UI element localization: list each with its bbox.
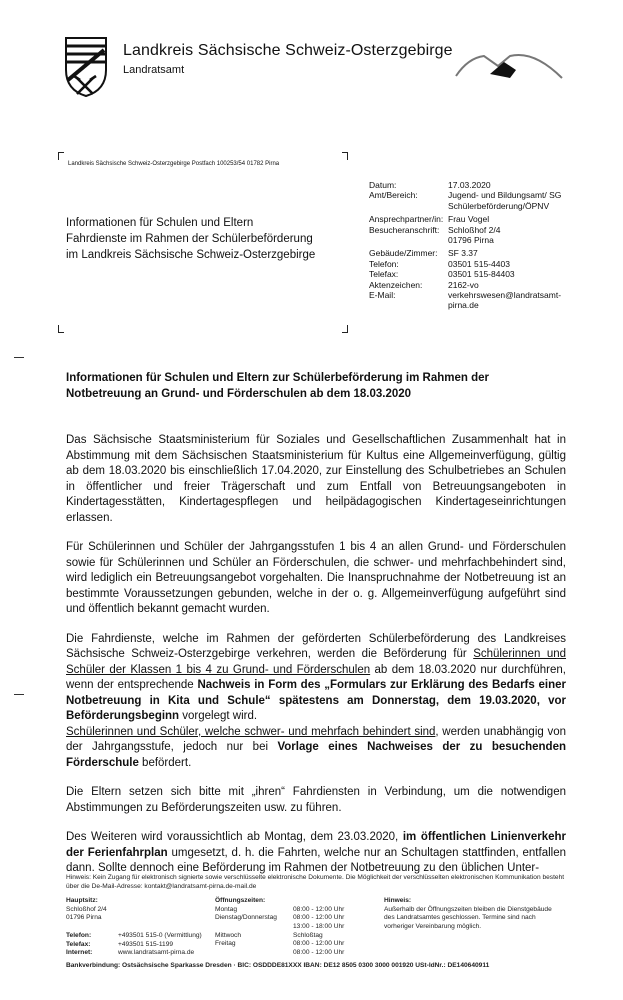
recipient-address xyxy=(66,215,315,263)
return-address: Landkreis Sächsische Schweiz-Osterzgebirge Postfach 100253/54 01782 Pirna xyxy=(68,161,280,167)
body-paragraph: Das Sächsische Staatsministerium für Soziales und Gesellschaftlichen Zusammenhalt hat in Abstimmung mit dem Sächsischen Staatsministerium für Kultus eine Allgemeinverfügung, gültig ab dem 18.03.2020 bis einschließlich 17.04.2020, zur Einstellung des Schulbetriebes an Schulen in öffentlicher und freier Trägerschaft und zum Entfall von Betreuungsangeboten in Kindertagesstätten, Kindertagespflegen und heilpädagogischen Kindertageseinrichtungen erlassen. xyxy=(66,434,566,524)
footer-text: 13:00 - 18:00 Uhr xyxy=(293,922,345,930)
footer-column xyxy=(66,897,118,958)
letter-body xyxy=(66,433,566,891)
body-paragraph xyxy=(66,632,566,772)
footer-column xyxy=(215,897,293,958)
footer-text: 08:00 - 12:00 Uhr xyxy=(293,940,345,948)
footer-label: Hinweis: xyxy=(384,897,412,905)
footer-label: Telefon: xyxy=(66,931,92,939)
footer-column xyxy=(293,897,384,958)
bold-text: im öffentlichen Linienverkehr der Ferienfahrplan xyxy=(66,831,566,859)
footer-label: Hauptsitz: xyxy=(66,897,98,905)
text-run: , werden unabhängig von der Jahrgangsstufe, jedoch nur bei xyxy=(66,725,566,753)
footer-text: Freitag xyxy=(215,940,236,948)
footer-text: Schloßhof 2/4 xyxy=(66,905,107,913)
text-run: Die Fahrdienste, welche im Rahmen der geförderten Schülerbeförderung des Landkreises Sächsische Schweiz-Osterzgebirge verkehren, werden die Beförderung für xyxy=(66,632,566,660)
info-label: Datum: xyxy=(369,180,397,190)
recipient-line: im Landkreis Sächsische Schweiz-Osterzgebirge xyxy=(66,249,316,261)
footer-column xyxy=(118,897,215,958)
address-window-corner xyxy=(58,152,64,160)
organization-subtitle: Landratsamt xyxy=(123,64,185,76)
recipient-line: Informationen für Schulen und Eltern xyxy=(66,217,254,229)
info-row-telefon xyxy=(369,259,578,269)
info-row-besucher-city xyxy=(369,235,578,245)
info-row-email xyxy=(369,290,578,311)
info-label: E-Mail: xyxy=(369,290,396,301)
info-value: 01796 Pirna xyxy=(448,235,494,246)
footer-text: Außerhalb der Öffnungszeiten bleiben die Dienstgebäude des Landratsamtes geschlossen. Termine sind nach vorheriger Vereinbarung möglich. xyxy=(384,905,552,930)
footer-text: +493501 515-1199 xyxy=(118,940,174,948)
text-run: vorgelegt wird. xyxy=(179,710,258,722)
mountain-logo xyxy=(454,50,564,80)
underlined-text: Schülerinnen und Schüler, welche schwer- und mehrfach behindert sind xyxy=(66,725,436,738)
info-row-gebaeude xyxy=(369,248,578,258)
address-window-corner xyxy=(342,152,348,160)
info-value: Jugend- und Bildungsamt/ SG Schülerbeförderung/ÖPNV xyxy=(448,190,562,211)
text-run: ab dem 18.03.2020 nur durchführen, wenn der entsprechende xyxy=(66,663,566,691)
footer-text: 08:00 - 12:00 Uhr xyxy=(293,914,345,922)
recipient-line: Fahrdienste im Rahmen der Schülerbeförderung xyxy=(66,233,313,245)
underlined-text: Schülerinnen und Schüler der Klassen 1 bis 4 zu Grund- und Förderschulen xyxy=(66,648,567,676)
footer-label: Öffnungszeiten: xyxy=(215,897,266,905)
footer-text: 08:00 - 12:00 Uhr xyxy=(293,905,345,913)
info-value: SF 3.37 xyxy=(448,248,478,259)
info-label: Aktenzeichen: xyxy=(369,279,423,290)
text-run: befördert. xyxy=(138,756,192,769)
footer-text: Montag xyxy=(215,905,237,913)
info-row-partner xyxy=(369,214,578,224)
body-paragraph xyxy=(66,830,566,877)
info-label: Ansprechpartner/in: xyxy=(369,214,444,225)
footer-note: Hinweis: Kein Zugang für elektronisch signierte sowie verschlüsselte elektronische Dokumente. Die Möglichkeit der verschlüsselten elektronischen Kommunikation besteht über die De-Mail-Adresse: kontakt@landratsamt-pirna.de-mail.de xyxy=(66,874,565,890)
info-row-telefax xyxy=(369,269,578,279)
footer-column xyxy=(384,897,564,958)
info-value: 17.03.2020 xyxy=(448,180,491,190)
info-label: Gebäude/Zimmer: xyxy=(369,248,438,259)
footer-text: 08:00 - 12:00 Uhr xyxy=(293,948,345,956)
footer-label: Internet: xyxy=(66,949,93,957)
footer-text: Dienstag/Donnerstag xyxy=(215,914,277,922)
letter-subject: Informationen für Schulen und Eltern zur Schülerbeförderung im Rahmen der Notbetreuung an Grund- und Förderschulen ab dem 18.03.2020 xyxy=(66,372,489,400)
organization-name: Landkreis Sächsische Schweiz-Osterzgebirge xyxy=(123,42,453,59)
footer-grid xyxy=(66,897,566,958)
body-paragraph: Für Schülerinnen und Schüler der Jahrgangsstufen 1 bis 4 an allen Grund- und Förderschulen sowie für Schülerinnen und Schüler an Förderschulen, die schwer- und mehrfachbehindert sind, wird lediglich ein Betreuungsangebot vorgehalten. Die Inanspruchnahme der Notbetreuung ist an bestimmte Voraussetzungen gebunden, welche in der o. g. Allgemeinverfügung aufgeführt sind und öffentlich bekannt gemacht wurden. xyxy=(66,541,566,615)
info-label: Besucheranschrift: xyxy=(369,224,440,235)
info-value: 03501 515-84403 xyxy=(448,269,515,280)
footer-text: Mittwoch xyxy=(215,931,242,939)
footer-text: +493501 515-0 (Vermittlung) xyxy=(118,931,202,939)
info-value: 03501 515-4403 xyxy=(448,258,510,269)
info-label: Amt/Bereich: xyxy=(369,190,418,201)
footer-website-link[interactable]: www.landratsamt-pirna.de xyxy=(118,949,195,957)
address-window-corner xyxy=(342,325,348,333)
info-row-aktenzeichen xyxy=(369,280,578,290)
info-label: Telefon: xyxy=(369,258,399,269)
footer-text: Schloßtag xyxy=(293,931,323,939)
info-row-datum xyxy=(369,180,578,190)
footer-text: 01796 Pirna xyxy=(66,914,102,922)
text-run: Des Weiteren wird voraussichtlich ab Montag, dem 23.03.2020, xyxy=(66,831,403,843)
address-window-corner xyxy=(58,325,64,333)
contact-info-block xyxy=(369,180,578,311)
bold-text: Vorlage eines Nachweises der zu besuchenden Förderschule xyxy=(66,741,566,769)
fold-mark xyxy=(14,357,24,358)
bold-text: Nachweis in Form des „Formulars zur Erklärung des Bedarfs einer Notbetreuung in Kita und Schule“ spätestens am Donnerstag, dem 19.03.2020, vor Beförderungsbeginn xyxy=(66,679,566,722)
body-paragraph: Die Eltern setzen sich bitte mit „ihren“ Fahrdiensten in Verbindung, um die notwendigen Abstimmungen zu Beförderungszeiten usw. zu führen. xyxy=(66,786,566,814)
bank-details: Bankverbindung: Ostsächsische Sparkasse Dresden · BIC: OSDDDE81XXX IBAN: DE12 8505 0300 3000 001920 USt-IdNr.: DE140640911 xyxy=(66,961,490,969)
info-value: 2162-vo xyxy=(448,279,479,290)
email-link[interactable]: verkehrswesen@landratsamt-pirna.de xyxy=(448,290,562,311)
text-run: umgesetzt, d. h. die Fahrten, welche nur an Schultagen stattfinden, entfallen dann. Sollte dennoch eine Beförderung im Rahmen der Notbetreuung zu den üblichen Unter- xyxy=(66,846,566,874)
footer-label: Telefax: xyxy=(66,940,91,948)
info-row-besucher xyxy=(369,225,578,235)
letter-footer xyxy=(66,874,566,970)
info-row-amt xyxy=(369,190,578,211)
info-value: Frau Vogel xyxy=(448,214,490,225)
coat-of-arms-logo xyxy=(64,36,108,98)
info-label: Telefax: xyxy=(369,269,399,280)
fold-mark xyxy=(14,694,24,695)
info-value: Schloßhof 2/4 xyxy=(448,224,501,235)
